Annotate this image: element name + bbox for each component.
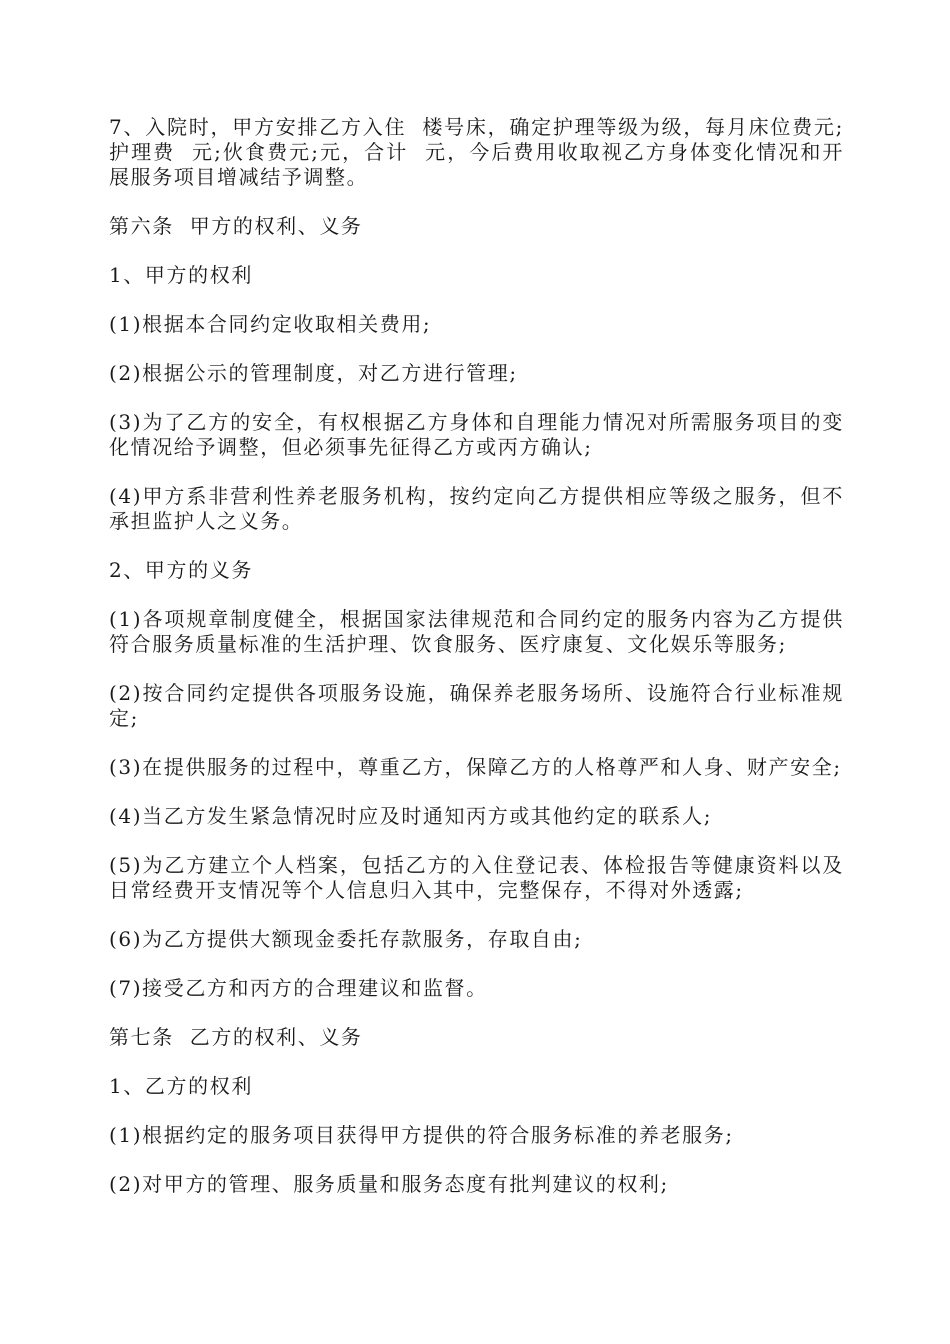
list-item: (2)对甲方的管理、服务质量和服务态度有批判建议的权利; bbox=[109, 1172, 669, 1196]
list-item: (7)接受乙方和丙方的合理建议和监督。 bbox=[109, 976, 488, 1000]
list-item: (3)为了乙方的安全，有权根据乙方身体和自理能力情况对所需服务项目的变化情况给予调整，但必须事先征得乙方或丙方确认; bbox=[109, 410, 844, 459]
list-item: (4)当乙方发生紧急情况时应及时通知丙方或其他约定的联系人; bbox=[109, 804, 713, 828]
subheading-party-a-obligations: 2、甲方的义务 bbox=[109, 558, 253, 582]
heading-article-7: 第七条 乙方的权利、义务 bbox=[109, 1025, 363, 1049]
subheading-party-a-rights: 1、甲方的权利 bbox=[109, 263, 253, 287]
heading-article-6: 第六条 甲方的权利、义务 bbox=[109, 214, 363, 238]
list-item: (1)根据本合同约定收取相关费用; bbox=[109, 312, 432, 336]
list-item: (2)按合同约定提供各项服务设施，确保养老服务场所、设施符合行业标准规定; bbox=[109, 681, 844, 730]
paragraph-admission-fees: 7、入院时，甲方安排乙方入住 楼号床，确定护理等级为级，每月床位费元;护理费 元;伙食费元;元，合计 元，今后费用收取视乙方身体变化情况和开展服务项目增减结予调整。 bbox=[109, 115, 844, 189]
document-body bbox=[109, 115, 844, 1221]
list-item: (2)根据公示的管理制度，对乙方进行管理; bbox=[109, 361, 518, 385]
list-item: (6)为乙方提供大额现金委托存款服务，存取自由; bbox=[109, 927, 583, 951]
list-item: (1)各项规章制度健全，根据国家法律规范和合同约定的服务内容为乙方提供符合服务质量标准的生活护理、饮食服务、医疗康复、文化娱乐等服务; bbox=[109, 607, 844, 656]
list-item: (1)根据约定的服务项目获得甲方提供的符合服务标准的养老服务; bbox=[109, 1123, 734, 1147]
list-item: (4)甲方系非营利性养老服务机构，按约定向乙方提供相应等级之服务，但不承担监护人之义务。 bbox=[109, 484, 844, 533]
list-item: (3)在提供服务的过程中，尊重乙方，保障乙方的人格尊严和人身、财产安全; bbox=[109, 755, 842, 779]
subheading-party-b-rights: 1、乙方的权利 bbox=[109, 1074, 253, 1098]
list-item: (5)为乙方建立个人档案，包括乙方的入住登记表、体检报告等健康资料以及日常经费开支情况等个人信息归入其中，完整保存，不得对外透露; bbox=[109, 853, 844, 902]
